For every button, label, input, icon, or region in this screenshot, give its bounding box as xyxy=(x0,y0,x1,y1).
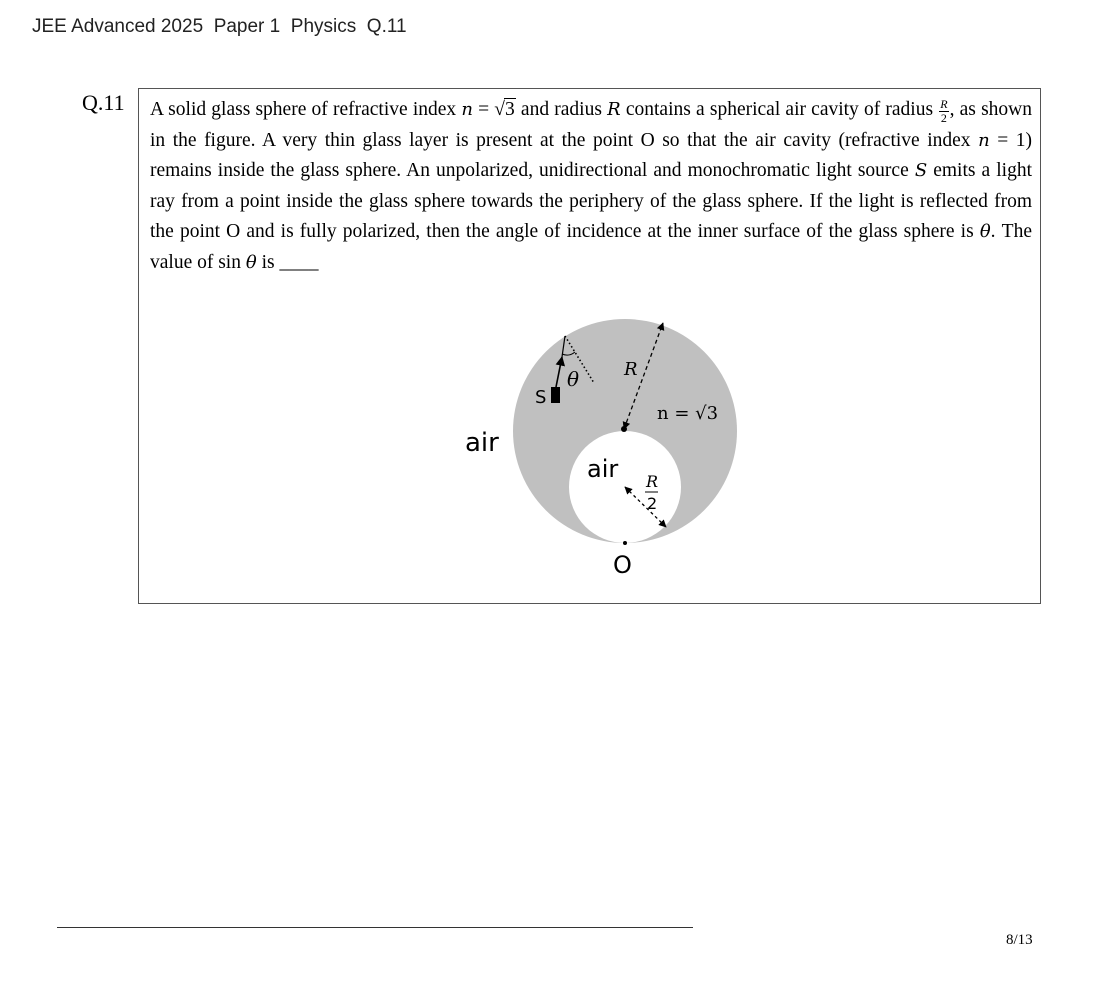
sqrt-radicand: 3 xyxy=(505,99,515,120)
sqrt-sign: √ xyxy=(494,99,505,120)
text-seg: ) remains inside the glass sphere. An unpolarized, unidirectional and monochromatic light source xyxy=(150,129,1033,181)
label-S: S xyxy=(535,387,547,408)
label-theta: θ xyxy=(567,367,580,391)
symbol-R: R xyxy=(607,99,621,120)
label-r-half-num: R xyxy=(646,472,659,491)
label-air-cavity: air xyxy=(587,455,619,483)
text-seg: , as shown in the figure. A very thin glass layer is present at the point O so that the air cavity (refractive index xyxy=(150,99,1032,151)
text-seg: . The value of sin xyxy=(150,221,1032,273)
text-seg: A solid glass sphere of refractive index xyxy=(150,99,462,120)
question-text xyxy=(150,95,1032,278)
label-r-half-den: 2 xyxy=(647,494,658,513)
symbol-theta: θ xyxy=(245,251,257,273)
label-R: R xyxy=(624,359,638,380)
symbol-S: S xyxy=(914,160,928,181)
label-air-outside: air xyxy=(465,428,499,458)
point-o-dot xyxy=(623,541,627,545)
question-box xyxy=(138,88,1041,604)
footer-rule xyxy=(57,927,693,928)
fraction-denominator: 2 xyxy=(940,110,947,125)
label-n: n = √3 xyxy=(657,403,719,424)
fraction-r-over-2 xyxy=(939,98,948,125)
text-seg: and radius xyxy=(515,99,608,120)
source-block xyxy=(551,387,560,403)
fraction-numerator: R xyxy=(940,96,948,111)
text-seg: contains a spherical air cavity of radius xyxy=(620,99,939,120)
symbol-theta: θ xyxy=(979,221,991,242)
question-number: Q.11 xyxy=(82,90,125,115)
page-number: 8/13 xyxy=(1006,932,1033,948)
text-eq: = 1 xyxy=(989,129,1026,151)
text-seg: is ____ xyxy=(256,251,319,273)
symbol-n: n xyxy=(461,99,473,120)
sphere-figure xyxy=(457,307,757,607)
text-eq: = xyxy=(472,99,495,120)
label-O: O xyxy=(613,551,632,579)
symbol-n: n xyxy=(978,129,990,151)
text-seg: emits a light ray from a point inside the glass sphere towards the periphery of the glass sphere. If the light is reflected from the point O and is fully polarized, then the angle of incidence at the inner surface of the glass sphere is xyxy=(150,160,1032,242)
page-header: JEE Advanced 2025 Paper 1 Physics Q.11 xyxy=(32,16,407,37)
